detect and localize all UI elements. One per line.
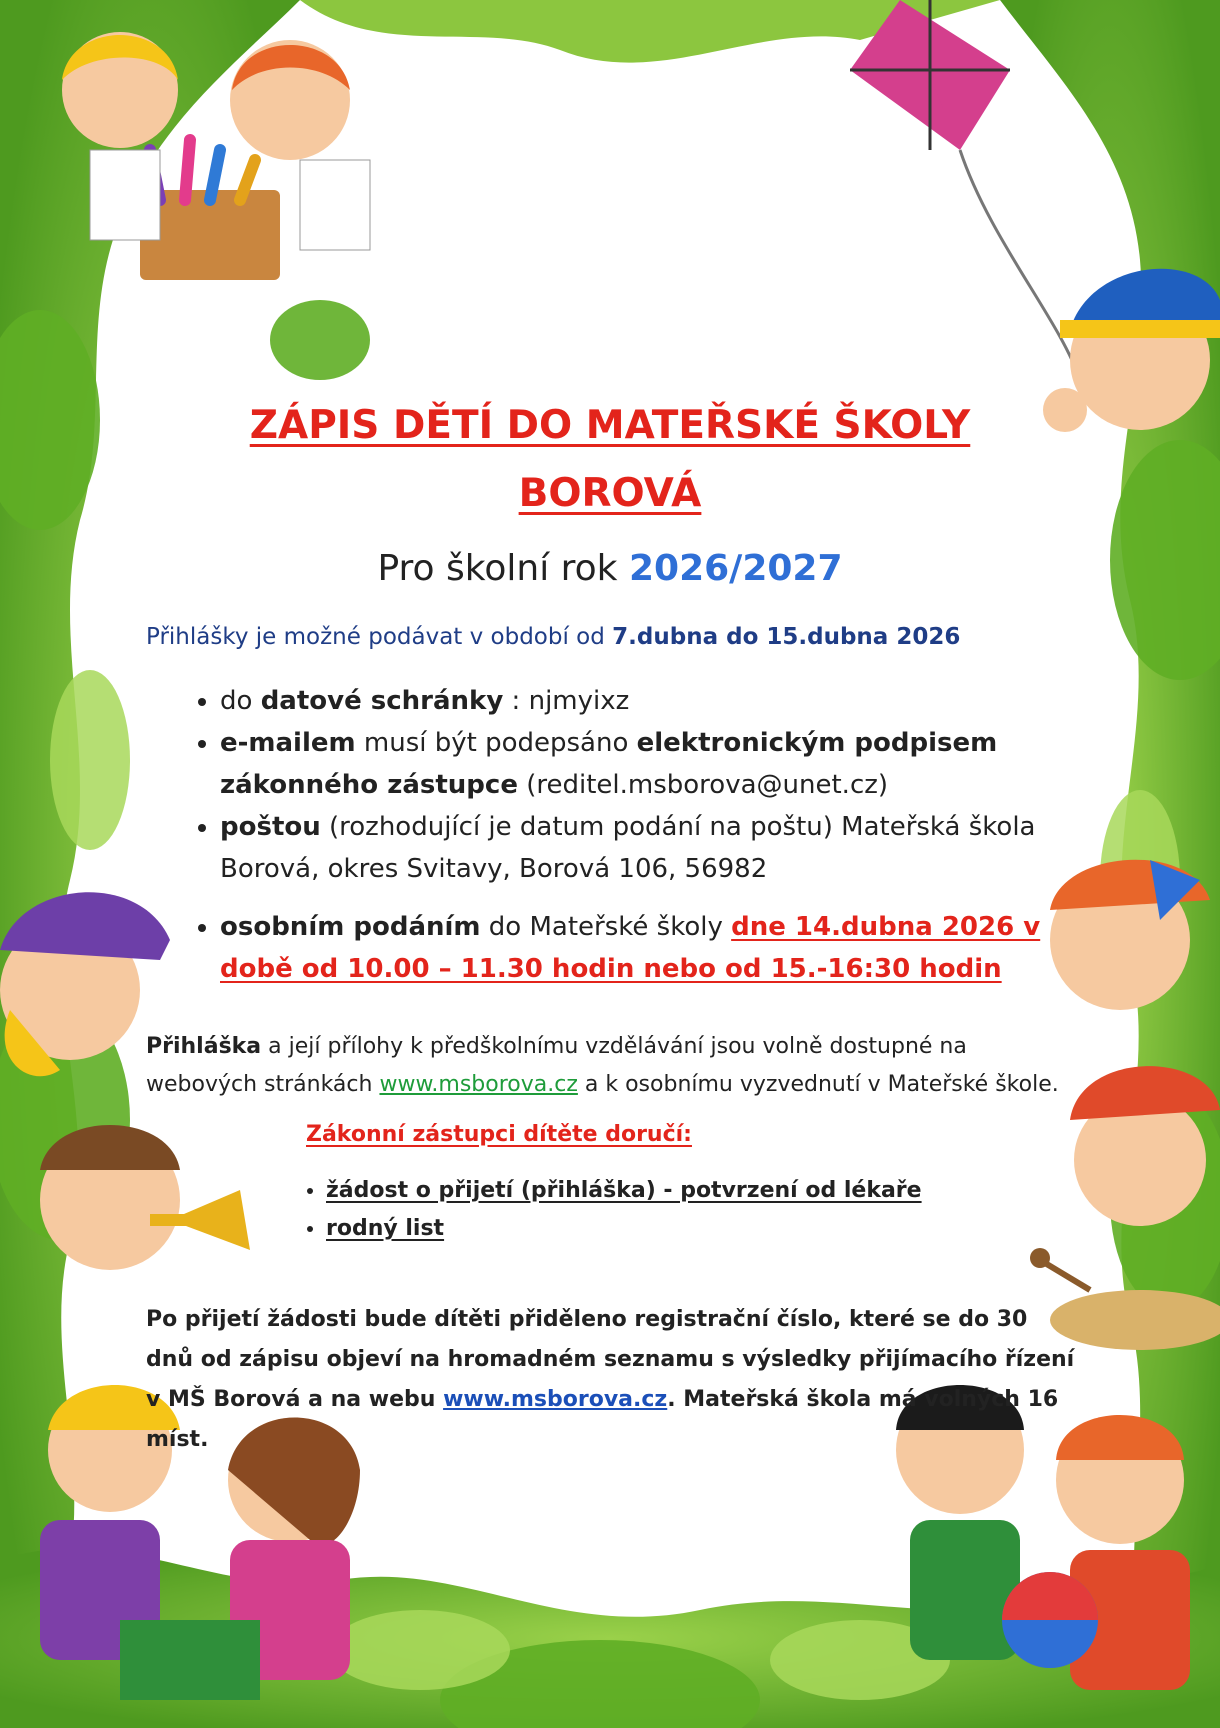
- flyer-title: [150, 392, 1070, 528]
- form-availability-paragraph: [146, 1028, 1066, 1104]
- method-email-text: musí být podepsáno: [355, 728, 637, 758]
- method-email-address: (reditel.msborova@unet.cz): [517, 770, 889, 800]
- document-item: [326, 1172, 922, 1210]
- method-data-box-prefix: do: [220, 686, 261, 716]
- method-data-box-bold: datové schránky: [260, 686, 504, 716]
- method-email: [220, 722, 1080, 806]
- application-period-text: Přihlášky je možné podávat v období od: [146, 624, 613, 650]
- method-in-person-text: do Mateřské školy: [480, 912, 732, 942]
- application-period: [146, 624, 960, 650]
- method-post: [220, 806, 1080, 890]
- method-data-box: [220, 680, 1080, 722]
- method-post-bold: poštou: [220, 812, 321, 842]
- method-in-person: [220, 906, 1080, 990]
- method-data-box-id: : njmyixz: [503, 686, 630, 716]
- document-application: žádost o přijetí (přihláška) - potvrzení od lékaře: [326, 1178, 922, 1203]
- document-item: [326, 1210, 922, 1248]
- website-link-2[interactable]: www.msborova.cz: [443, 1387, 668, 1412]
- school-year: 2026/2027: [628, 548, 843, 589]
- deliver-heading: Zákonní zástupci dítěte doručí:: [306, 1122, 692, 1147]
- title-line-1: ZÁPIS DĚTÍ DO MATEŘSKÉ ŠKOLY: [249, 403, 971, 448]
- closing-paragraph: [146, 1300, 1076, 1460]
- method-in-person-bold: osobním podáním: [220, 912, 481, 942]
- closing-text-2: . Mateřská škola má volných 16 míst.: [146, 1387, 1059, 1452]
- school-year-subtitle: [150, 548, 1070, 589]
- website-link[interactable]: www.msborova.cz: [379, 1072, 578, 1097]
- submission-methods-list: [182, 680, 1080, 990]
- availability-text-1: a její přílohy k předškolnímu vzdělávání jsou volně dostupné na webových stránkách: [146, 1034, 967, 1097]
- method-email-signature: elektronickým podpisem zákonného zástupce: [220, 728, 998, 800]
- availability-bold: Přihláška: [146, 1034, 262, 1059]
- method-post-address: (rozhodující je datum podání na poštu) Mateřská škola Borová, okres Svitavy, Borová 106, 56982: [220, 812, 1036, 884]
- title-line-2: BOROVÁ: [518, 471, 702, 516]
- document-birth-certificate: rodný list: [326, 1216, 445, 1241]
- subtitle-prefix: Pro školní rok: [377, 548, 629, 589]
- method-email-bold: e-mailem: [220, 728, 356, 758]
- application-period-dates: 7.dubna do 15.dubna 2026: [612, 624, 961, 650]
- required-documents-list: [290, 1172, 922, 1248]
- closing-text-1: Po přijetí žádosti bude dítěti přiděleno registrační číslo, které se do 30 dnů od zápisu objeví na hromadném seznamu s výsledky přijímacího řízení v MŠ Borová a na webu: [146, 1307, 1075, 1412]
- availability-text-2: a k osobnímu vyzvednutí v Mateřské škole.: [577, 1072, 1059, 1097]
- method-in-person-time: dne 14.dubna 2026 v době od 10.00 – 11.30 hodin nebo od 15.-16:30 hodin: [220, 912, 1041, 984]
